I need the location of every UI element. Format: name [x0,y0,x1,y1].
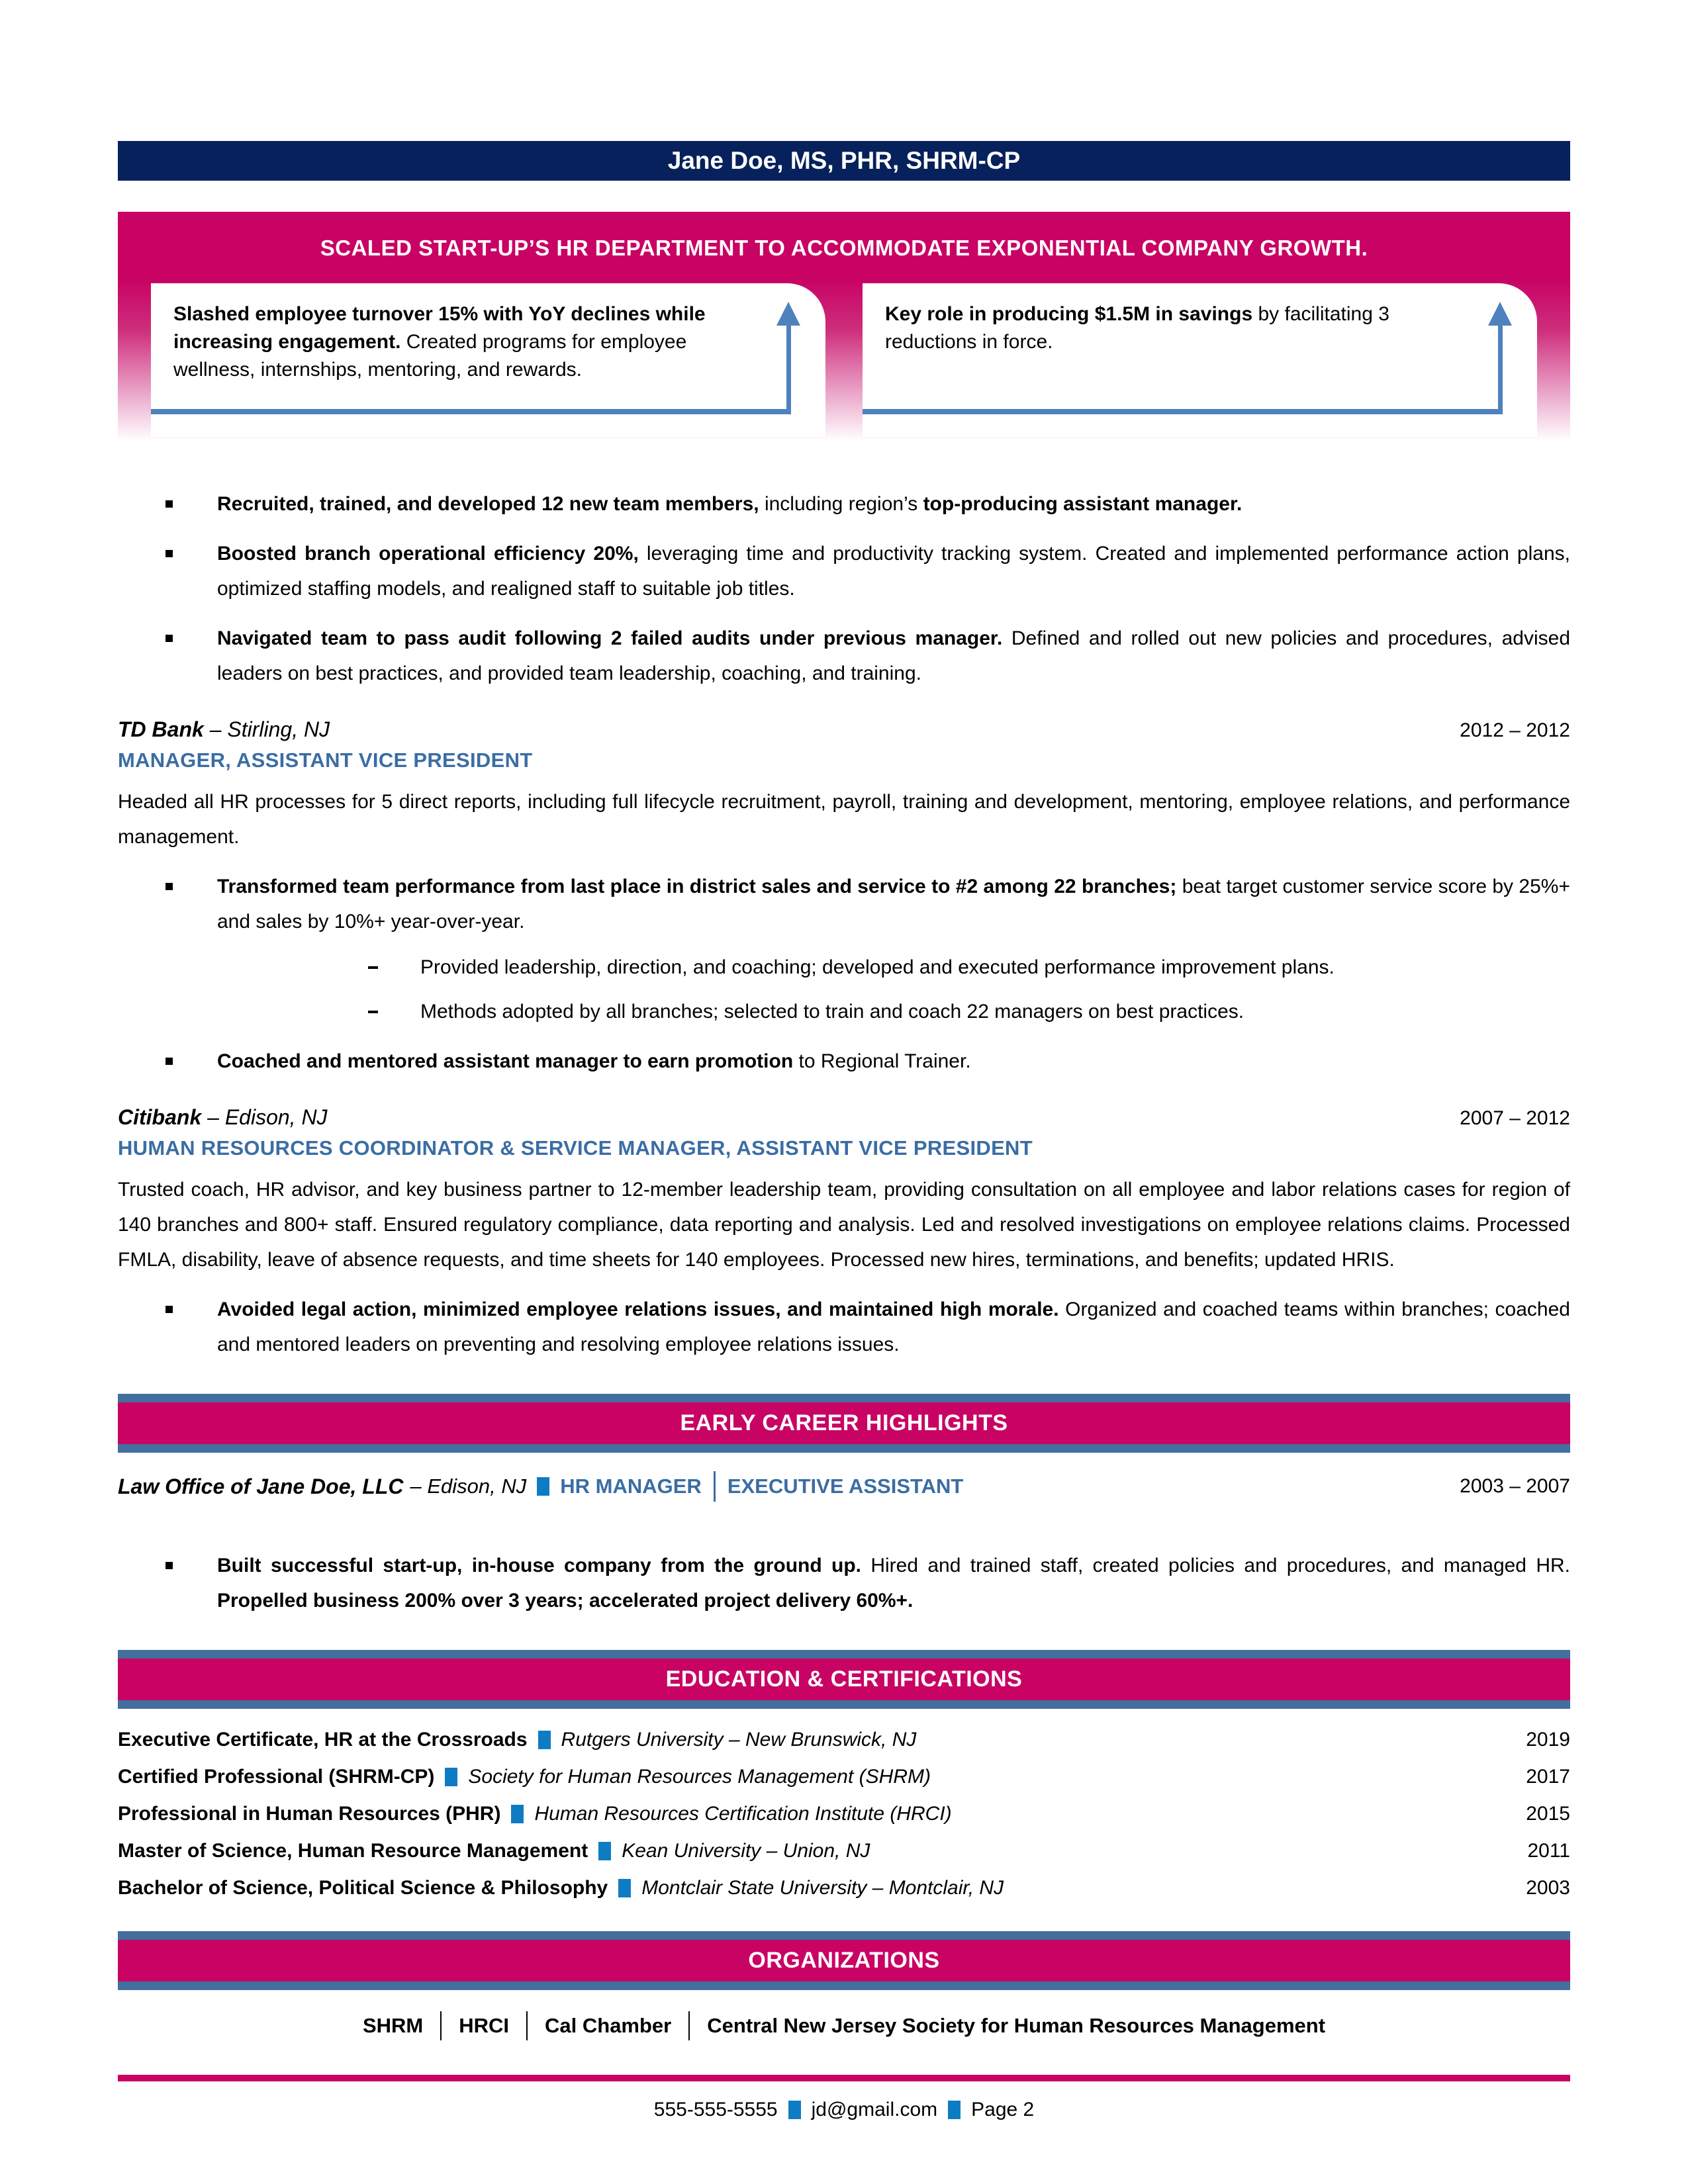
growth-arrow-line-icon [863,409,1503,414]
intro-bullet-list [118,486,1570,691]
blue-square-icon [537,1477,549,1496]
job-header [118,717,1570,742]
company-location: – Edison, NJ [207,1105,328,1129]
footer-phone: 555-555-5555 [653,2099,778,2120]
company-line [118,717,330,742]
company-location: – Edison, NJ [410,1475,527,1498]
company-location: – Stirling, NJ [209,717,330,741]
footer-rule [118,2075,1570,2081]
bullet-square-icon [165,635,173,642]
footer-email: jd@gmail.com [811,2099,938,2120]
company-name: Law Office of Jane Doe, LLC [118,1474,404,1498]
bullet-square-icon [165,883,173,890]
bullet-square-icon [165,500,173,508]
company-name: Citibank [118,1105,202,1129]
organizations-line [118,2011,1570,2040]
organization-item: SHRM [362,2014,424,2037]
footer-page-number: Page 2 [971,2099,1035,2120]
list-item: Built successful start-up, in-house company from the ground up. Hired and trained staff, created policies and procedures, and managed HR. Propelled business 200% over 3 years; accelerated project delivery 60%+. [118,1548,1570,1618]
credential-title: Bachelor of Science, Political Science & Philosophy [118,1877,608,1899]
callout-turnover [151,283,825,437]
bullet-square-icon [165,1562,173,1569]
education-row [118,1729,1570,1751]
sub-bullet-list [217,950,1570,1029]
section-banner-early-career: EARLY CAREER HIGHLIGHTS [118,1394,1570,1453]
dash-bullet-icon [368,1011,378,1013]
callout-savings [863,283,1537,437]
section-banner-education: EDUCATION & CERTIFICATIONS [118,1650,1570,1709]
credential-year: 2015 [1526,1803,1570,1825]
hero-headline: SCALED START-UP’S HR DEPARTMENT TO ACCOMMODATE EXPONENTIAL COMPANY GROWTH. [320,236,1368,260]
blue-square-icon [598,1842,611,1860]
list-item: Boosted branch operational efficiency 20%, leveraging time and productivity tracking system. Created and implemented performance action plans, optimized staffing models, and realigned staff to suitable job titles. [118,536,1570,606]
job-bullet-list [118,1292,1570,1362]
role-label: HR MANAGER [560,1475,702,1498]
credential-title: Master of Science, Human Resource Management [118,1840,588,1862]
institution: Society for Human Resources Management (SHRM) [468,1766,931,1788]
company-name: TD Bank [118,717,204,741]
institution: Montclair State University – Montclair, NJ [641,1877,1004,1899]
blue-square-icon [511,1805,524,1823]
list-item: Transformed team performance from last place in district sales and service to #2 among 22 branches; beat target customer service score by 25%+ and sales by 10%+ year-over-year. Provided leadership, direction, and coaching; developed and executed performance improvement plans. Methods adopted by all branches; selected to train and coach 22 managers on best practices. [118,869,1570,1029]
education-row [118,1840,1570,1862]
credential-title: Certified Professional (SHRM-CP) [118,1766,435,1788]
job-title: HUMAN RESOURCES COORDINATOR & SERVICE MANAGER, ASSISTANT VICE PRESIDENT [118,1136,1033,1160]
person-name-title: Jane Doe, MS, PHR, SHRM-CP [667,147,1021,174]
sub-list-item: Methods adopted by all branches; selected to train and coach 22 managers on best practices. [217,994,1570,1029]
education-row [118,1803,1570,1825]
blue-square-icon [538,1731,551,1749]
bullet-square-icon [165,550,173,557]
list-item: Coached and mentored assistant manager to earn promotion to Regional Trainer. [118,1044,1570,1079]
institution: Kean University – Union, NJ [622,1840,870,1862]
growth-arrow-shaft-icon [1498,324,1503,414]
credential-year: 2011 [1527,1840,1570,1862]
blue-square-icon [948,2101,961,2119]
institution: Human Resources Certification Institute (HRCI) [534,1803,952,1825]
job-citibank [118,1105,1570,1362]
early-career-entry [118,1471,1570,1502]
job-dates: 2012 – 2012 [1460,719,1570,741]
footer [118,2099,1570,2121]
credential-year: 2017 [1526,1766,1570,1788]
blue-square-icon [788,2101,801,2119]
org-divider [688,2011,690,2040]
dash-bullet-icon [368,966,378,969]
job-summary: Headed all HR processes for 5 direct reports, including full lifecycle recruitment, payroll, training and development, mentoring, employee relations, and performance management. [118,791,1570,848]
hero-banner [118,212,1570,440]
org-divider [526,2011,528,2040]
job-dates: 2003 – 2007 [1460,1475,1570,1497]
job-bullet-list [118,869,1570,1079]
job-summary: Trusted coach, HR advisor, and key business partner to 12-member leadership team, providing consultation on all employee and labor relations cases for region of 140 branches and 800+ staff. Ensured regulatory compliance, data reporting and analysis. Led and resolved investigations on employee relations claims. Processed FMLA, disability, leave of absence requests, and time sheets for 140 employees. Processed new hires, terminations, and benefits; updated HRIS. [118,1179,1570,1271]
organization-item: Cal Chamber [545,2014,672,2037]
section-banner-organizations: ORGANIZATIONS [118,1931,1570,1990]
bullet-square-icon [165,1306,173,1313]
institution: Rutgers University – New Brunswick, NJ [561,1729,917,1751]
growth-arrow-shaft-icon [786,324,791,414]
job-td-bank [118,717,1570,1079]
callout-text: Slashed employee turnover 15% with YoY declines while increasing engagement. Created programs for employee wellness, internships, mentoring, and rewards. [173,303,706,381]
list-item: Avoided legal action, minimized employee relations issues, and maintained high morale. Organized and coached teams within branches; coached and mentored leaders on preventing and resolving employee relations issues. [118,1292,1570,1362]
growth-arrow-line-icon [151,409,791,414]
growth-arrow-head-icon [776,302,800,326]
name-title-bar [118,141,1570,181]
list-item: Navigated team to pass audit following 2 failed audits under previous manager. Defined and rolled out new policies and procedures, advised leaders on best practices, and provided team leadership, coaching, and training. [118,621,1570,691]
credential-year: 2003 [1526,1877,1570,1899]
bullet-square-icon [165,1058,173,1065]
sub-list-item: Provided leadership, direction, and coaching; developed and executed performance improvement plans. [217,950,1570,985]
blue-square-icon [618,1879,631,1897]
credential-year: 2019 [1526,1729,1570,1751]
organization-item: HRCI [459,2014,510,2037]
job-header [118,1105,1570,1130]
role-divider [714,1471,716,1502]
education-row [118,1766,1570,1788]
job-title: MANAGER, ASSISTANT VICE PRESIDENT [118,749,533,772]
job-dates: 2007 – 2012 [1460,1107,1570,1129]
entry-left [118,1471,963,1502]
organization-item: Central New Jersey Society for Human Resources Management [707,2014,1326,2037]
growth-arrow-head-icon [1488,302,1512,326]
early-career-bullets [118,1548,1570,1618]
credential-title: Professional in Human Resources (PHR) [118,1803,501,1825]
blue-square-icon [445,1768,457,1786]
company-line [118,1105,328,1130]
hero-callouts [151,283,1537,437]
callout-text: Key role in producing $1.5M in savings by facilitating 3 reductions in force. [885,303,1389,353]
org-divider [440,2011,442,2040]
list-item: Recruited, trained, and developed 12 new team members, including region’s top-producing assistant manager. [118,486,1570,522]
role-label: EXECUTIVE ASSISTANT [727,1475,964,1498]
education-row [118,1877,1570,1899]
credential-title: Executive Certificate, HR at the Crossroads [118,1729,528,1751]
